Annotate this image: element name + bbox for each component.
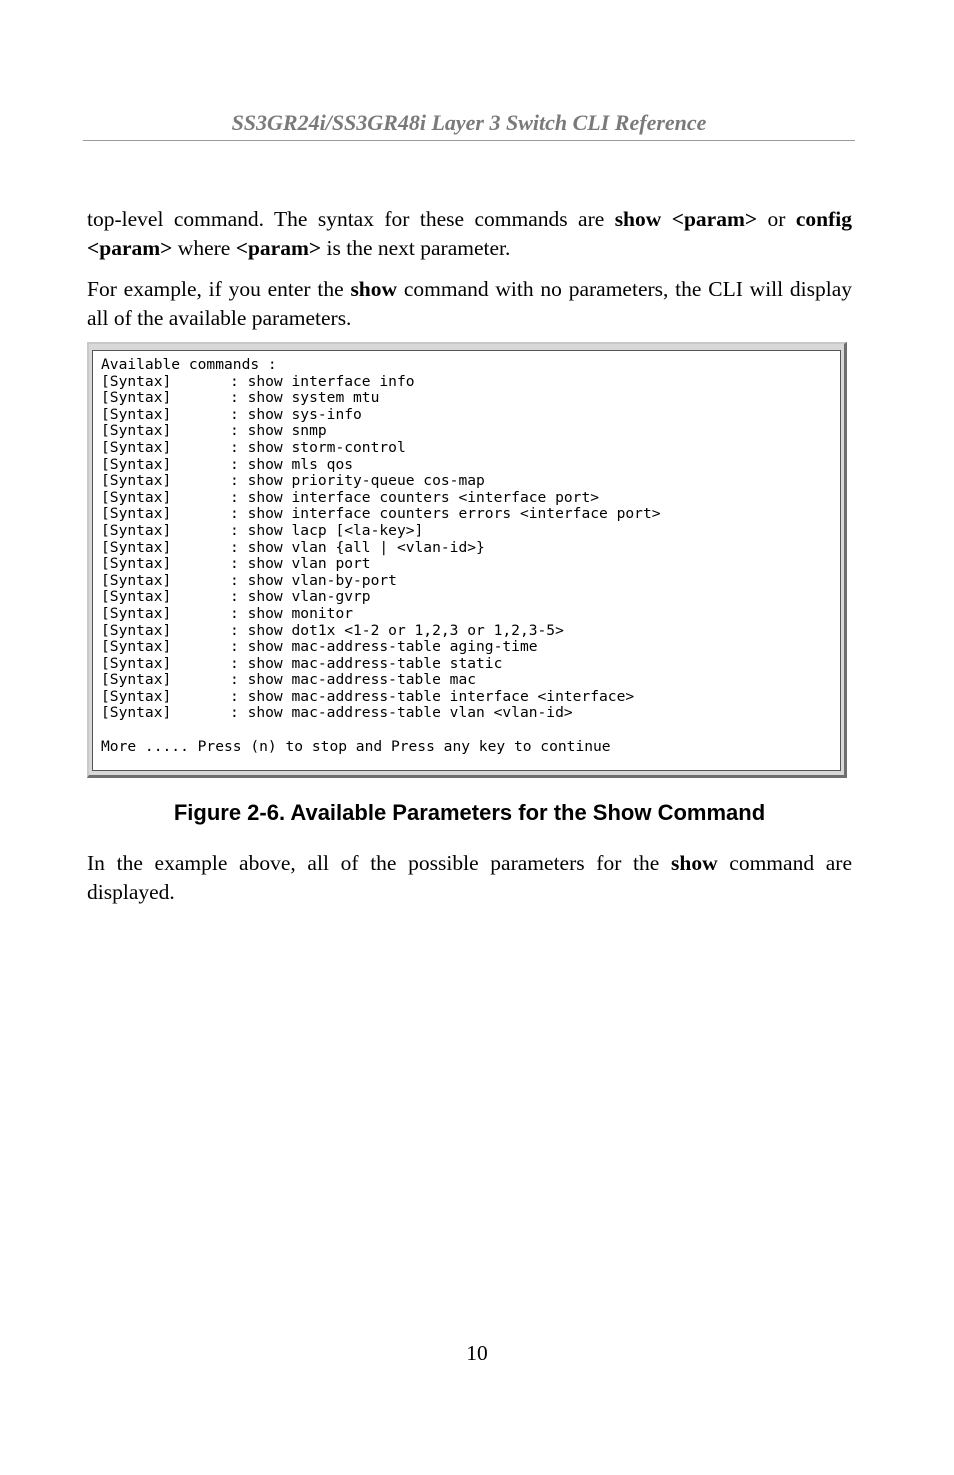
terminal-heading: Available commands :: [101, 356, 277, 373]
syntax-line: [101, 457, 840, 474]
command-list: [101, 374, 840, 722]
syntax-line: [101, 423, 840, 440]
syntax-line: [101, 490, 840, 507]
syntax-command: show vlan-gvrp: [247, 588, 371, 606]
text: top-level command. The syntax for these commands are: [87, 207, 615, 231]
syntax-separator: :: [230, 455, 248, 473]
syntax-label: [Syntax]: [101, 372, 172, 390]
syntax-command: show interface counters <interface port>: [247, 488, 600, 506]
syntax-separator: :: [230, 372, 248, 390]
text: In the example above, all of the possible parameters for the: [87, 851, 671, 875]
text: command are displayed.: [87, 851, 852, 904]
syntax-label: [Syntax]: [101, 621, 172, 639]
syntax-command: show mac-address-table vlan <vlan-id>: [247, 704, 573, 722]
syntax-separator: :: [230, 389, 248, 407]
syntax-label: [Syntax]: [101, 505, 172, 523]
syntax-line: [101, 440, 840, 457]
syntax-command: show vlan {all | <vlan-id>}: [247, 538, 485, 556]
syntax-line: [101, 556, 840, 573]
syntax-line: [101, 506, 840, 523]
syntax-label: [Syntax]: [101, 455, 172, 473]
terminal-screen: [92, 350, 841, 771]
syntax-line: [101, 606, 840, 623]
syntax-command: show system mtu: [247, 389, 380, 407]
syntax-label: [Syntax]: [101, 588, 172, 606]
syntax-line: [101, 623, 840, 640]
syntax-label: [Syntax]: [101, 521, 172, 539]
paragraph-example: [87, 275, 852, 333]
syntax-label: [Syntax]: [101, 488, 172, 506]
syntax-label: [Syntax]: [101, 704, 172, 722]
syntax-label: [Syntax]: [101, 638, 172, 656]
syntax-line: [101, 374, 840, 391]
syntax-line: [101, 589, 840, 606]
syntax-command: show vlan port: [247, 555, 371, 573]
running-header: SS3GR24i/SS3GR48i Layer 3 Switch CLI Reference: [231, 110, 707, 135]
terminal-blank-line: [101, 722, 840, 739]
syntax-label: [Syntax]: [101, 671, 172, 689]
syntax-line: [101, 390, 840, 407]
text: command with no parameters, the CLI will display all of the available parameters.: [87, 277, 853, 330]
syntax-separator: :: [230, 604, 248, 622]
syntax-command: show mac-address-table interface <interface>: [247, 687, 635, 705]
syntax-label: [Syntax]: [101, 571, 172, 589]
syntax-separator: :: [230, 538, 248, 556]
syntax-separator: :: [230, 472, 248, 490]
text: or: [757, 207, 796, 231]
syntax-separator: :: [230, 405, 248, 423]
bold-param: <param>: [235, 236, 322, 260]
syntax-line: [101, 656, 840, 673]
syntax-label: [Syntax]: [101, 604, 172, 622]
text: where: [172, 236, 236, 260]
terminal-window: [87, 342, 847, 778]
syntax-label: [Syntax]: [101, 438, 172, 456]
bold-show-param: show <param>: [614, 207, 758, 231]
syntax-command: show mls qos: [247, 455, 354, 473]
syntax-line: [101, 639, 840, 656]
bold-config-param: config <param>: [87, 207, 852, 260]
syntax-label: [Syntax]: [101, 405, 172, 423]
syntax-label: [Syntax]: [101, 687, 172, 705]
syntax-line: [101, 523, 840, 540]
syntax-command: show storm-control: [247, 438, 406, 456]
syntax-command: show mac-address-table mac: [247, 671, 477, 689]
text: is the next parameter.: [321, 236, 511, 260]
syntax-line: [101, 573, 840, 590]
text: For example, if you enter the: [87, 277, 351, 301]
syntax-separator: :: [230, 571, 248, 589]
syntax-command: show mac-address-table static: [247, 654, 503, 672]
syntax-command: show lacp [<la-key>]: [247, 521, 424, 539]
syntax-line: [101, 689, 840, 706]
syntax-line: [101, 672, 840, 689]
syntax-separator: :: [230, 621, 248, 639]
syntax-line: [101, 407, 840, 424]
syntax-label: [Syntax]: [101, 389, 172, 407]
page-number: 10: [466, 1341, 488, 1365]
syntax-command: show monitor: [247, 604, 354, 622]
syntax-label: [Syntax]: [101, 654, 172, 672]
syntax-separator: :: [230, 422, 248, 440]
syntax-separator: :: [230, 488, 248, 506]
syntax-separator: :: [230, 505, 248, 523]
syntax-separator: :: [230, 588, 248, 606]
syntax-command: show snmp: [247, 422, 327, 440]
syntax-separator: :: [230, 671, 248, 689]
syntax-label: [Syntax]: [101, 555, 172, 573]
syntax-command: show priority-queue cos-map: [247, 472, 485, 490]
figure-caption: Figure 2-6. Available Parameters for the Show Command: [173, 800, 766, 825]
syntax-label: [Syntax]: [101, 422, 172, 440]
syntax-label: [Syntax]: [101, 472, 172, 490]
syntax-separator: :: [230, 654, 248, 672]
syntax-separator: :: [230, 521, 248, 539]
syntax-command: show mac-address-table aging-time: [247, 638, 538, 656]
terminal-more-prompt: More ..... Press (n) to stop and Press any key to continue: [101, 737, 611, 755]
syntax-command: show dot1x <1-2 or 1,2,3 or 1,2,3-5>: [247, 621, 564, 639]
syntax-separator: :: [230, 687, 248, 705]
syntax-command: show interface info: [247, 372, 415, 390]
bold-show: show: [671, 851, 718, 875]
syntax-line: [101, 540, 840, 557]
syntax-command: show interface counters errors <interface port>: [247, 505, 661, 523]
syntax-separator: :: [230, 438, 248, 456]
syntax-line: [101, 705, 840, 722]
bold-show: show: [350, 277, 398, 301]
syntax-label: [Syntax]: [101, 538, 172, 556]
header-divider: [83, 140, 855, 141]
syntax-separator: :: [230, 704, 248, 722]
syntax-command: show sys-info: [247, 405, 362, 423]
syntax-separator: :: [230, 638, 248, 656]
syntax-separator: :: [230, 555, 248, 573]
syntax-line: [101, 473, 840, 490]
syntax-command: show vlan-by-port: [247, 571, 397, 589]
paragraph-summary: [87, 849, 852, 907]
paragraph-syntax: [87, 205, 852, 263]
